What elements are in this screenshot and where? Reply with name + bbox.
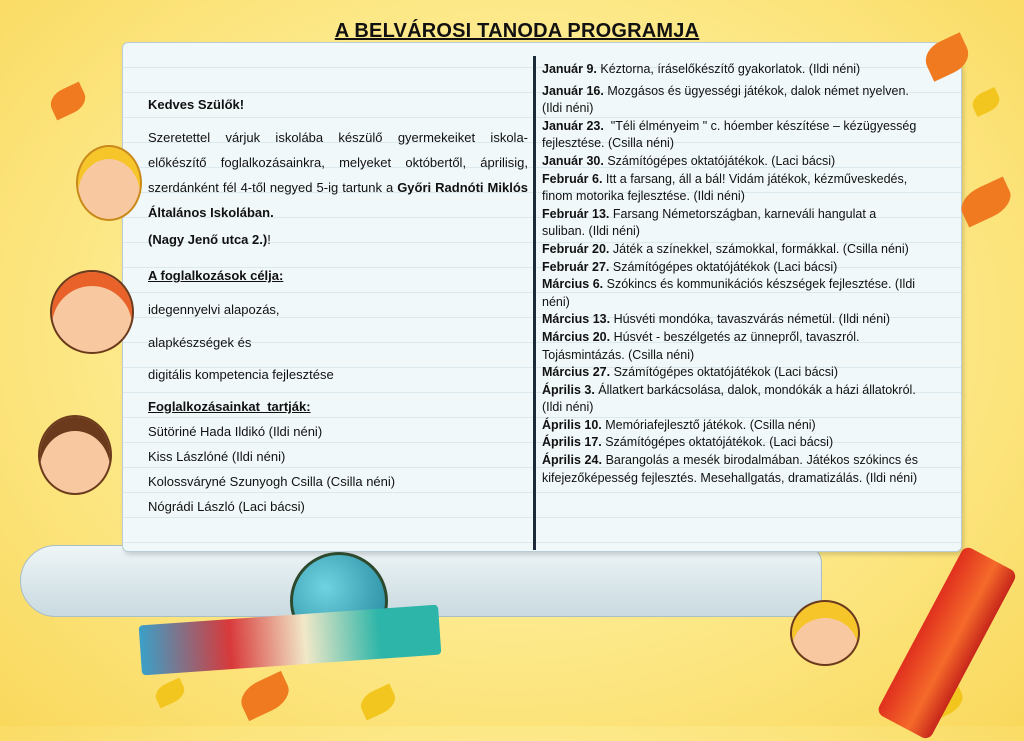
schedule-text: Húsvéti mondóka, tavaszvárás németül. (Ildi néni): [610, 312, 891, 327]
autumn-leaf-icon: [969, 87, 1003, 117]
autumn-leaf-icon: [236, 671, 295, 721]
schedule-entry: [542, 241, 918, 259]
goal-item: digitális kompetencia fejlesztése: [148, 367, 334, 382]
schedule-entry: [542, 61, 918, 79]
schedule-entry: [542, 452, 922, 487]
goal-item: alapkészségek és: [148, 335, 252, 350]
teacher-item: Sütöriné Hada Ildikó (Ildi néni): [148, 424, 323, 439]
schedule-text: Barangolás a mesék birodalmában. Játékos szókincs és kifejezőképesség fejlesztés. Mesehallgatás, dramatizálás. (Ildi néni): [542, 453, 922, 485]
intro-paragraph: [148, 125, 528, 225]
schedule-text: Memóriafejlesztő játékok. (Csilla néni): [601, 417, 816, 432]
intro-text: Szeretettel várjuk iskolába készülő gyermekeiket iskola-előkészítő foglalkozásainkra, melyeket októbertől, áprilisig, szerdánként fél 4-től negyed 5-ig tartunk a: [148, 130, 528, 195]
schedule-date: Január 30.: [542, 153, 604, 168]
goal-item: idegennyelvi alapozás,: [148, 302, 280, 317]
schedule-date: Február 6.: [542, 171, 603, 186]
teacher-item: Kolossváryné Szunyogh Csilla (Csilla néni): [148, 474, 396, 489]
schedule-entry: [542, 118, 918, 153]
autumn-leaf-icon: [152, 678, 188, 709]
page-title: A BELVÁROSI TANODA PROGRAMJA: [334, 20, 700, 42]
teacher-item: Kiss Lászlóné (Ildi néni): [148, 449, 286, 464]
schedule-entry: [542, 83, 918, 118]
schedule-text: Állatkert barkácsolása, dalok, mondókák a házi állatokról. (Ildi néni): [542, 382, 920, 415]
teachers-heading: Foglalkozásainkat tartják:: [148, 399, 311, 414]
address: (Nagy Jenő utca 2.): [148, 232, 268, 247]
schedule-date: Január 23.: [542, 118, 604, 133]
schedule-text: Szókincs és kommunikációs készségek fejlesztése. (Ildi néni): [542, 277, 919, 309]
schedule-text: Játék a színekkel, számokkal, formákkal. (Csilla néni): [609, 241, 909, 256]
schedule-date: Április 17.: [542, 435, 602, 450]
schedule-entry: [542, 171, 918, 206]
schedule-date: Március 13.: [542, 312, 611, 327]
schedule-text: Számítógépes oktatójátékok (Laci bácsi): [610, 365, 838, 380]
schedule-date: Január 16.: [542, 83, 604, 98]
schedule-text: Kéztorna, íráselőkészítő gyakorlatok. (Ildi néni): [596, 62, 861, 76]
schedule-entry: [542, 382, 918, 417]
child-illustration: [790, 600, 860, 666]
schedule-entry: [542, 259, 918, 277]
schedule-date: Február 27.: [542, 259, 610, 274]
schedule-list: [542, 61, 922, 487]
schedule-text: Itt a farsang, áll a bál! Vidám játékok, kézműveskedés, finom motorika fejlesztése. (Ildi néni): [542, 171, 911, 204]
schedule-entry: [542, 153, 918, 171]
schedule-text: Farsang Németországban, karneváli hangulat a suliban. (Ildi néni): [542, 206, 880, 239]
schedule-text: Számítógépes oktatójátékok (Laci bácsi): [609, 259, 838, 274]
schedule-entry: [542, 311, 918, 329]
schedule-entry: [542, 417, 918, 435]
schedule-entry: [542, 276, 918, 311]
schedule-entry: [542, 329, 918, 364]
schedule-date: Április 24.: [542, 453, 602, 468]
child-illustration: [50, 270, 134, 354]
schedule-text: Számítógépes oktatójátékok. (Laci bácsi): [601, 435, 834, 450]
school-name: Győri Radnóti Miklós Általános Iskolában.: [148, 180, 528, 220]
address-suffix: !: [267, 232, 271, 247]
schedule-text: "Téli élményeim " c. hóember készítése – kézügyesség fejlesztése. (Csilla néni): [542, 118, 920, 151]
schedule-date: Március 27.: [542, 365, 611, 380]
schedule-entry: [542, 364, 918, 382]
schedule-date: Március 20.: [542, 329, 611, 344]
child-illustration: [38, 415, 112, 495]
address-line: [148, 231, 528, 267]
schedule-text: Húsvét - beszélgetés az ünnepről, tavaszról. Tojásmintázás. (Csilla néni): [542, 329, 863, 362]
left-column: [148, 96, 528, 523]
schedule-date: Január 9.: [542, 62, 597, 76]
goals-heading: A foglalkozások célja:: [148, 268, 284, 283]
schedule-date: Április 10.: [542, 417, 602, 432]
autumn-leaf-icon: [46, 82, 90, 121]
column-divider: [533, 56, 536, 550]
schedule-date: Február 13.: [542, 206, 610, 221]
autumn-leaf-icon: [357, 684, 400, 721]
child-illustration: [76, 145, 142, 221]
teacher-item: Nógrádi László (Laci bácsi): [148, 499, 305, 514]
greeting: Kedves Szülők!: [148, 97, 245, 112]
schedule-date: Február 20.: [542, 241, 610, 256]
autumn-leaf-icon: [956, 177, 1017, 228]
schedule-text: Számítógépes oktatójátékok. (Laci bácsi): [603, 153, 836, 168]
schedule-date: Március 6.: [542, 277, 604, 292]
schedule-entry: [542, 434, 918, 452]
schedule-text: Mozgásos és ügyességi játékok, dalok német nyelven. (Ildi néni): [542, 83, 913, 116]
schedule-date: Április 3.: [542, 382, 595, 397]
schedule-entry: [542, 206, 918, 241]
